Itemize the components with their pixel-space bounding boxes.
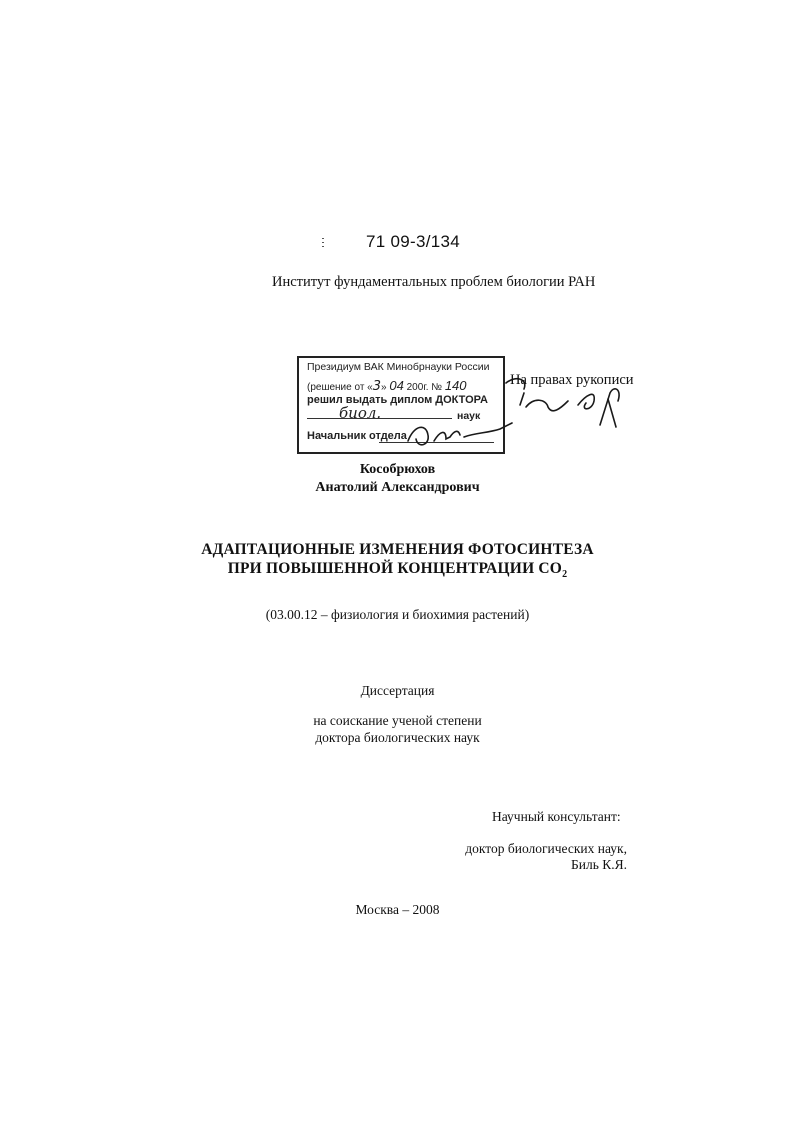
manuscript-rights: На правах рукописи	[510, 372, 634, 388]
specialty-code: (03.00.12 – физиология и биохимия растений)	[265, 607, 530, 622]
signature-stroke	[464, 423, 512, 437]
stamp-decision-prefix: (решение от «	[307, 382, 373, 393]
handwritten-signatures	[400, 345, 640, 455]
stamp-month: 04	[389, 378, 404, 393]
stamp-handwritten-field: биол.	[339, 404, 382, 422]
stamp-quote: »	[381, 382, 387, 393]
stamp-number-label: г. №	[423, 382, 443, 393]
stamp-line-3: решил выдать диплом ДОКТОРА	[307, 394, 488, 406]
signature-stroke	[434, 431, 460, 441]
stamp-line-5: Начальник отдела	[307, 430, 407, 442]
stamp-day: 3	[372, 379, 382, 394]
title-subscript: 2	[562, 569, 568, 581]
stamp-line-1: Президиум ВАК Минобрнауки России	[307, 361, 490, 373]
stamp-year: 200	[406, 382, 424, 393]
catalog-code: 71 09-3/134	[366, 232, 461, 251]
consultant-name: Биль К.Я.	[570, 857, 627, 872]
title-line-2-text: ПРИ ПОВЫШЕННОЙ КОНЦЕНТРАЦИИ CO	[227, 560, 563, 577]
degree-line-1: на соискание ученой степени	[313, 713, 482, 728]
city-year: Москва – 2008	[355, 902, 440, 917]
signature-stroke	[408, 427, 428, 445]
signature-stroke	[608, 399, 616, 427]
signature-stroke	[520, 393, 568, 411]
stamp-line-4: наук	[457, 410, 481, 422]
title-line-1: АДАПТАЦИОННЫЕ ИЗМЕНЕНИЯ ФОТОСИНТЕЗА	[201, 541, 594, 558]
consultant-label: Научный консультант:	[492, 809, 621, 824]
title-line-2	[0, 560, 795, 580]
institute-name: Институт фундаментальных проблем биологии РАН	[272, 274, 596, 290]
signature-stroke	[578, 394, 594, 408]
document-type: Диссертация	[360, 683, 435, 698]
author-name: Анатолий Александрович	[315, 480, 480, 495]
scan-marks	[322, 238, 326, 252]
author-surname: Кособрюхов	[359, 462, 436, 477]
stamp-number: 140	[444, 378, 467, 393]
degree-line-2: доктора биологических наук	[315, 730, 480, 745]
consultant-degree: доктор биологических наук,	[465, 841, 627, 856]
